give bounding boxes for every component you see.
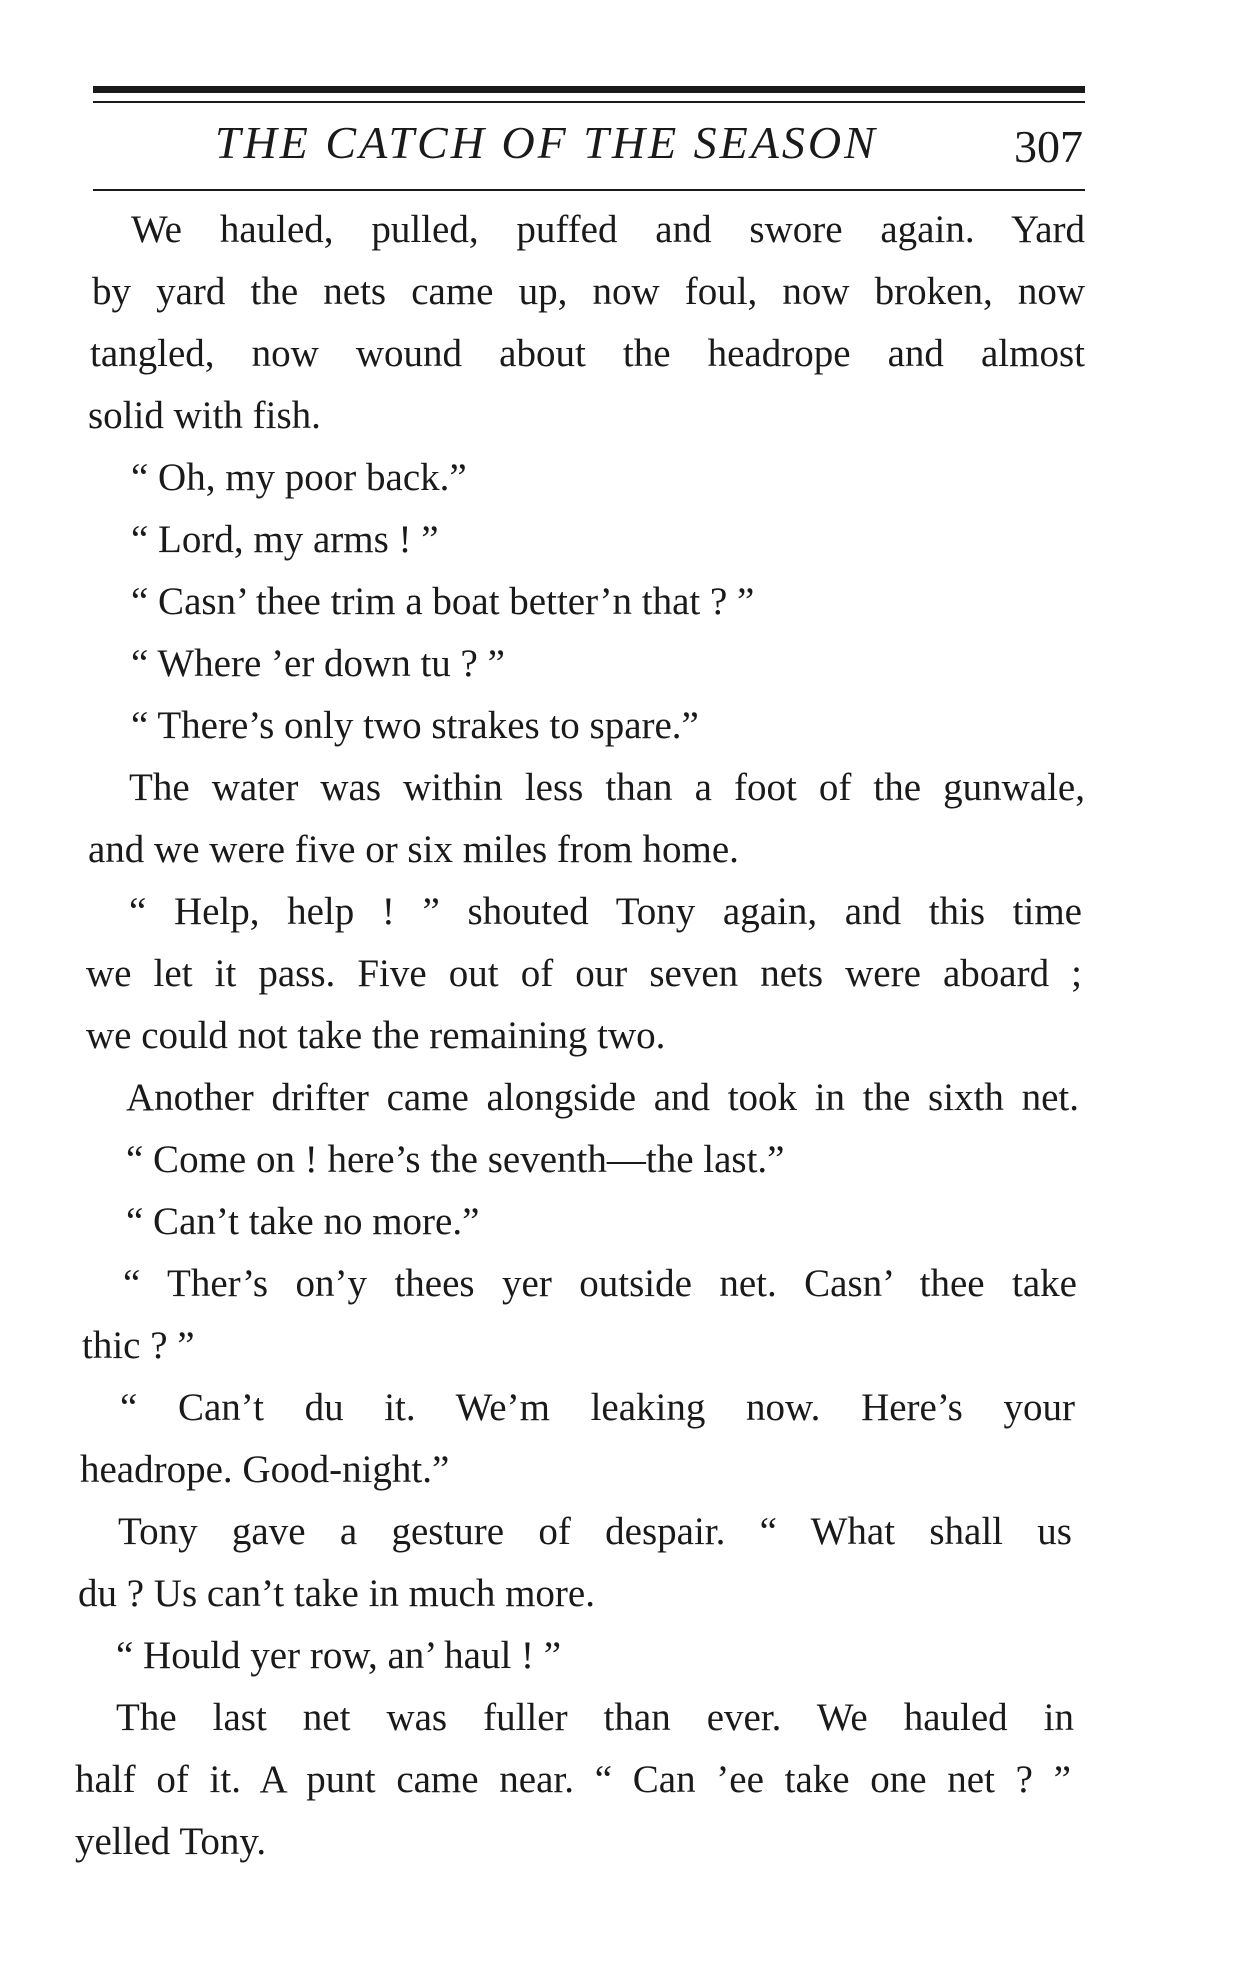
text-line: “ Oh, my poor back.”	[131, 456, 467, 499]
text-line: “ Hould yer row, an’ haul ! ”	[116, 1634, 562, 1677]
page-number: 307	[1014, 121, 1083, 172]
text-line: “ Can’t take no more.”	[126, 1200, 480, 1243]
text-line: half of it. A punt came near. “ Can ’ee take one net ? ”	[75, 1758, 1071, 1801]
text-line: The last net was fuller than ever. We hauled in	[116, 1696, 1074, 1739]
text-line: Tony gave a gesture of despair. “ What shall us	[118, 1510, 1072, 1553]
text-line: “ Casn’ thee trim a boat better’n that ? ”	[131, 580, 755, 623]
text-line: yelled Tony.	[75, 1820, 267, 1863]
text-line: “ Ther’s on’y thees yer outside net. Casn’ thee take	[123, 1262, 1077, 1305]
text-line: and we were five or six miles from home.	[88, 828, 739, 871]
text-line: “ Where ’er down tu ? ”	[131, 642, 505, 685]
text-line: thic ? ”	[82, 1324, 195, 1367]
running-title: THE CATCH OF THE SEASON	[215, 117, 878, 168]
text-line: “ Come on ! here’s the seventh—the last.”	[126, 1138, 785, 1181]
text-line: “ Can’t du it. We’m leaking now. Here’s your	[120, 1386, 1075, 1429]
text-line: “ There’s only two strakes to spare.”	[131, 704, 699, 747]
text-line: solid with fish.	[88, 394, 321, 437]
text-line: by yard the nets came up, now foul, now broken, now	[92, 270, 1085, 313]
text-line: we let it pass. Five out of our seven nets were aboard ;	[86, 952, 1082, 995]
text-line: du ? Us can’t take in much more.	[78, 1572, 595, 1615]
text-line: “ Help, help ! ” shouted Tony again, and this time	[129, 890, 1082, 933]
text-line: The water was within less than a foot of the gunwale,	[129, 766, 1085, 809]
text-line: We hauled, pulled, puffed and swore again. Yard	[131, 208, 1085, 251]
text-line: headrope. Good-night.”	[80, 1448, 450, 1491]
text-line: Another drifter came alongside and took in the sixth net.	[126, 1076, 1079, 1119]
text-line: “ Lord, my arms ! ”	[131, 518, 439, 561]
text-line: tangled, now wound about the headrope and almost	[90, 332, 1085, 375]
text-line: we could not take the remaining two.	[86, 1014, 666, 1057]
